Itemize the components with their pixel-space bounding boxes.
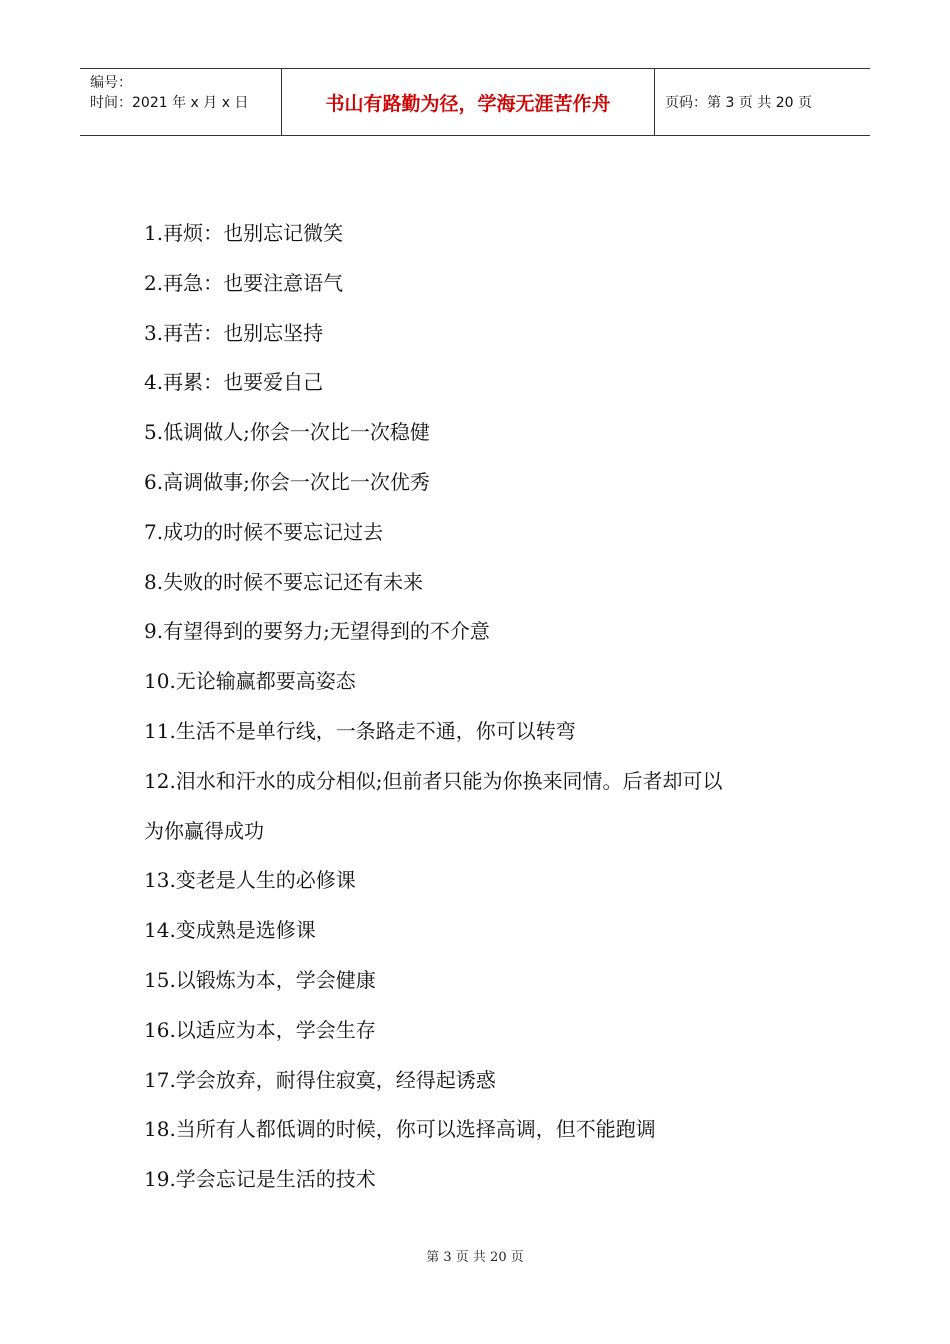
list-item: 1.再烦：也别忘记微笑 [144, 221, 344, 245]
list-item: 17.学会放弃，耐得住寂寞，经得起诱惑 [144, 1067, 496, 1092]
footer-page-number: 第 3 页 共 20 页 [426, 1250, 524, 1265]
list-item: 14.变成熟是选修课 [144, 918, 316, 943]
page-header [80, 68, 870, 136]
list-item: 15.以锻炼为本，学会健康 [144, 967, 376, 992]
list-item: 2.再急：也要注意语气 [144, 270, 344, 295]
list-item: 18.当所有人都低调的时候，你可以选择高调，但不能跑调 [144, 1117, 656, 1142]
list-item-continuation: 为你赢得成功 [144, 818, 264, 843]
list-item: 4.再累：也要爱自己 [144, 370, 324, 395]
list-item: 11.生活不是单行线，一条路走不通，你可以转弯 [144, 718, 576, 743]
list-item: 6.高调做事;你会一次比一次优秀 [144, 469, 430, 494]
page-footer [0, 1246, 950, 1265]
header-motto-cell [282, 69, 655, 135]
header-page-cell [655, 69, 870, 135]
list-item: 13.变老是人生的必修课 [144, 868, 356, 893]
list-item: 8.失败的时候不要忘记还有未来 [144, 569, 424, 594]
list-item: 16.以适应为本，学会生存 [144, 1017, 376, 1042]
list-item: 9.有望得到的要努力;无望得到的不介意 [144, 619, 490, 644]
list-item: 12.泪水和汗水的成分相似;但前者只能为你换来同情。后者却可以 [144, 768, 723, 793]
document-body [144, 213, 804, 1209]
header-page-info: 页码：第 3 页 共 20 页 [665, 95, 812, 111]
list-item: 7.成功的时候不要忘记过去 [144, 519, 384, 544]
header-meta-cell [80, 69, 282, 135]
list-item: 3.再苦：也别忘坚持 [144, 320, 324, 345]
list-item: 10.无论输赢都要高姿态 [144, 669, 356, 694]
list-item: 19.学会忘记是生活的技术 [144, 1167, 376, 1192]
header-motto: 书山有路勤为径，学海无涯苦作舟 [325, 92, 611, 115]
serial-number-label: 编号： [90, 75, 132, 91]
list-item: 5.低调做人;你会一次比一次稳健 [144, 420, 430, 445]
date-label: 时间：2021 年 x 月 x 日 [90, 95, 249, 111]
